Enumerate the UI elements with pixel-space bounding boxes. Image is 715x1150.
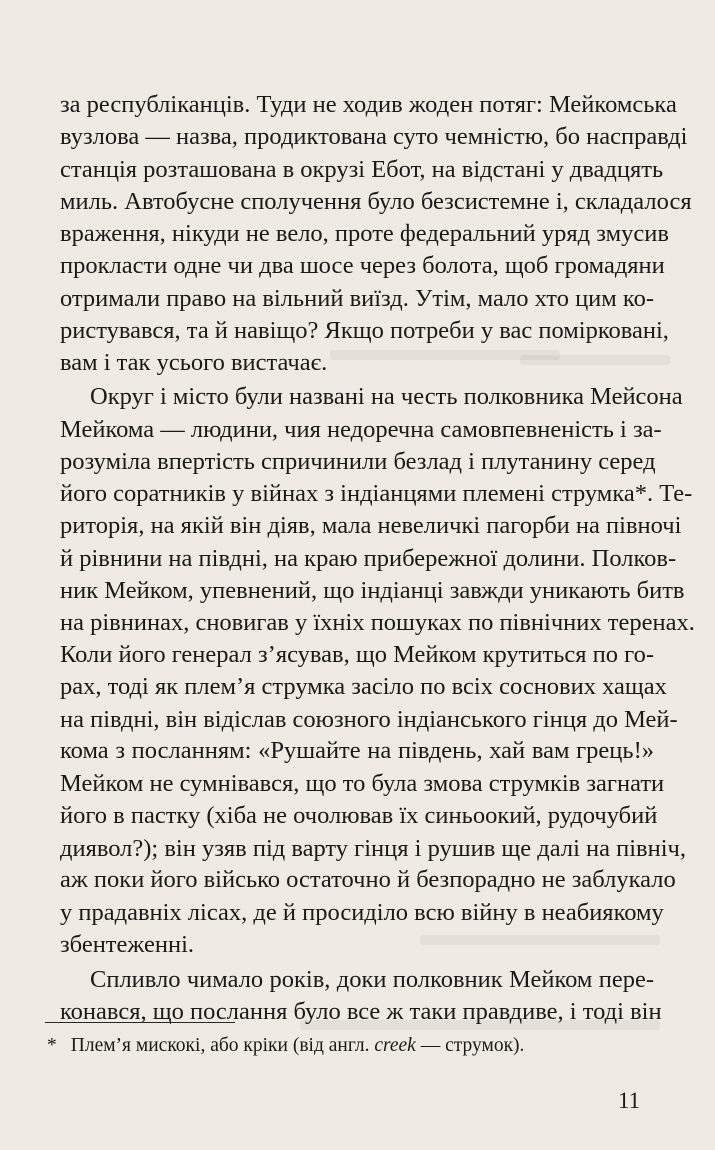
footnote-separator <box>45 1022 235 1023</box>
text-line: враження, нікуди не вело, проте федеральний уряд змусив <box>60 220 669 247</box>
text-line: ристувався, та й навіщо? Якщо потреби у вас поміркованi, <box>60 317 669 344</box>
text-line: ник Мейком, упевнений, що індіанці завжди уникають битв <box>60 577 685 604</box>
text-line: вузлова — назва, продиктована суто чемністю, бо насправді <box>60 123 688 150</box>
text-line: Коли його генерал з’ясував, що Мейком крутиться по го- <box>60 641 654 668</box>
text-line: збентеженні. <box>60 931 195 958</box>
page-number: 11 <box>618 1088 641 1113</box>
text-line: Мейкома — людини, чия недоречна самовпевненість і за- <box>60 416 662 443</box>
text-line: на рівнинах, сновигав у їхніх пошуках по північних теренах. <box>60 609 695 636</box>
footnote-text: Плем’я мискокі, або кріки (від англ. <box>70 1035 375 1056</box>
footnote-term: creek <box>374 1035 416 1056</box>
text-line: вам і так усього вистачає. <box>60 349 328 376</box>
text-line: прокласти одне чи два шосе через болота, щоб громадяни <box>60 252 665 279</box>
text-line: Округ і місто були названі на честь полковника Мейсона <box>90 383 683 410</box>
text-line: диявол?); він узяв під варту гінця і рушив ще далі на північ, <box>60 835 686 862</box>
text-line: за республіканців. Туди не ходив жоден потяг: Мейкомська <box>60 91 677 118</box>
text-line: миль. Автобусне сполучення було безсистемне і, складалося <box>60 188 692 215</box>
footnote-mark: * <box>47 1035 57 1056</box>
footnote <box>47 1036 524 1056</box>
text-line: рах, тоді як плем’я струмка засіло по всіх соснових хащах <box>60 673 667 700</box>
text-line: у прадавніх лісах, де й просиділо всю війну в неабиякому <box>60 899 664 926</box>
text-line: його соратників у війнах з індіанцями племені струмка*. Те- <box>60 480 693 507</box>
text-line: аж поки його військо остаточно й безпорадно не заблукало <box>60 866 676 893</box>
text-line: Мейком не сумнівався, що то була змова струмків загнати <box>60 770 665 797</box>
footnote-text-end: — струмок). <box>415 1035 525 1056</box>
text-line: риторія, на якій він діяв, мала невеличкі пагорби на півночі <box>60 512 682 539</box>
text-line: конався, що послання було все ж таки правдиве, і тоді він <box>60 998 662 1025</box>
text-line: й рівнини на півдні, на краю прибережної долини. Полков- <box>60 545 677 572</box>
text-line: станція розташована в окрузі Ебот, на відстані у двадцять <box>60 156 664 183</box>
text-line: його в пастку (хіба не очолював їх синьоокий, рудочубий <box>60 802 658 829</box>
text-line: отримали право на вільний виїзд. Утім, мало хто цим ко- <box>60 285 654 312</box>
text-line: на півдні, він відіслав союзного індіанського гінця до Мей- <box>60 706 678 733</box>
text-line: Спливло чимало років, доки полковник Мейком пере- <box>90 966 654 993</box>
text-line: розуміла впертість спричинили безлад і плутанину серед <box>60 448 656 475</box>
text-line: кома з посланням: «Рушайте на південь, хай вам грець!» <box>60 737 654 764</box>
